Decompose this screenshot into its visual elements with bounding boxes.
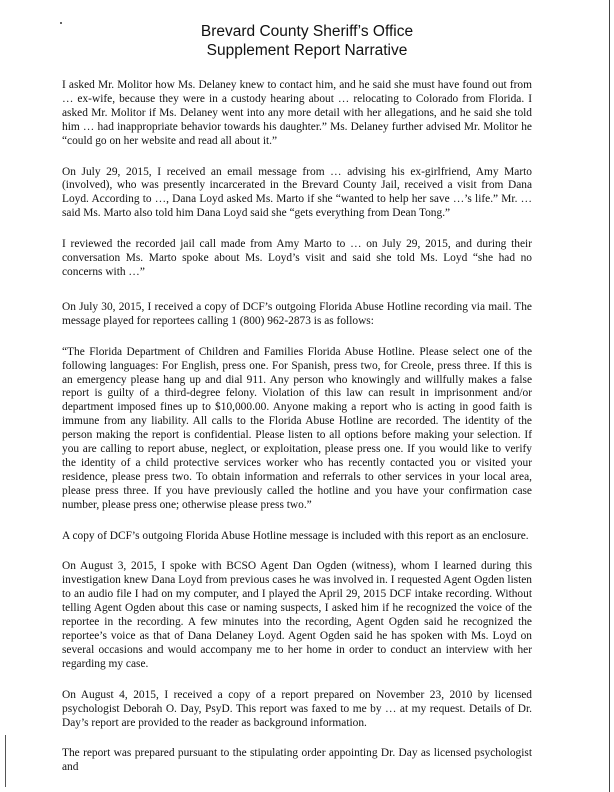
paragraph-hotline-transcript: “The Florida Department of Children and Families Florida Abuse Hotline. Please select one of the following languages: For English, press one. For Spanish, press two, for Creole, press three. If this is an emergency please hang up and dial 911. Any person who knowingly and willfully makes a false report is guilty of a third-degree felony. Violation of this law can result in imprisonment and/or department imposed fines up to $10,000.00. Anyone making a report who is acting in good faith is immune from any liability. All calls to the Florida Abuse Hotline are recorded. The identity of the person making the report is confidential. Please listen to all options before making your selection. If you are calling to report abuse, neglect, or exploitation, please press one. If you would like to verify the identity of a child protective services worker who has recently contacted you or visited your residence, please press two. To obtain information and referrals to other services in your local area, please press three. If you have previously called the hotline and you have your confirmation case number, please press one; otherwise please press two.”	[62, 345, 532, 511]
narrative-body	[62, 79, 532, 792]
paragraph-dcf-recording-intro: On July 30, 2015, I received a copy of DCF’s outgoing Florida Abuse Hotline recording via mail. The message played for reportees calling 1 (800) 962-2873 is as follows:	[62, 300, 532, 327]
paragraph-email-july-29: On July 29, 2015, I received an email message from … advising his ex-girlfriend, Amy Marto (involved), who was presently incarcerated in the Brevard County Jail, received a visit from Dana Loyd. According to …, Dana Loyd asked Ms. Marto if she “wanted to help her save …’s life.” Mr. … said Ms. Marto also told him Dana Loyd said she “gets everything from Dean Tong.”	[62, 165, 532, 220]
paragraph-jail-call: I reviewed the recorded jail call made from Amy Marto to … on July 29, 2015, and during their conversation Ms. Marto spoke about Ms. Loyd’s visit and said she told Ms. Loyd “she had no concerns with …”	[62, 238, 532, 278]
agency-title: Brevard County Sheriff’s Office	[200, 23, 414, 40]
paragraph-report-prepared: The report was prepared pursuant to the stipulating order appointing Dr. Day as licensed psychologist and	[62, 747, 532, 774]
paragraph-molitor-interview: I asked Mr. Molitor how Ms. Delaney knew to contact him, and he said she must have found out from … ex-wife, because they were in a custody hearing about … relocating to Colorado from Florida. I asked Mr. Molitor if Ms. Delaney went into any more detail with her allegations, and he said she told him … had inappropriate behavior towards his daughter.” Ms. Delaney further advised Mr. Molitor he “could go on her website and read all about it.”	[62, 79, 532, 147]
paragraph-agent-ogden: On August 3, 2015, I spoke with BCSO Agent Dan Ogden (witness), whom I learned during this investigation knew Dana Loyd from previous cases he was involved in. I requested Agent Ogden listen to an audio file I had on my computer, and I played the April 29, 2015 DCF intake recording. Without telling Agent Ogden about this case or naming suspects, I asked him if he recognized the voice of the reportee in the recording. A few minutes into the recording, Agent Ogden said he recognized the reportee’s voice as that of Dana Delaney Loyd. Agent Ogden said he has spoken with Ms. Loyd on several occasions and would accompany me to her home in order to conduct an interview with her regarding my case.	[62, 560, 532, 670]
report-header	[0, 22, 614, 60]
scan-margin-mark	[5, 735, 6, 787]
scan-edge-line	[609, 0, 610, 792]
paragraph-day-report: On August 4, 2015, I received a copy of a report prepared on November 23, 2010 by licensed psychologist Deborah O. Day, PsyD. This report was faxed to me by … at my request. Details of Dr. Day’s report are provided to the reader as background information.	[62, 688, 532, 729]
report-type-title: Supplement Report Narrative	[206, 42, 408, 59]
paragraph-enclosure-note: A copy of DCF’s outgoing Florida Abuse Hotline message is included with this report as an enclosure.	[62, 529, 529, 542]
